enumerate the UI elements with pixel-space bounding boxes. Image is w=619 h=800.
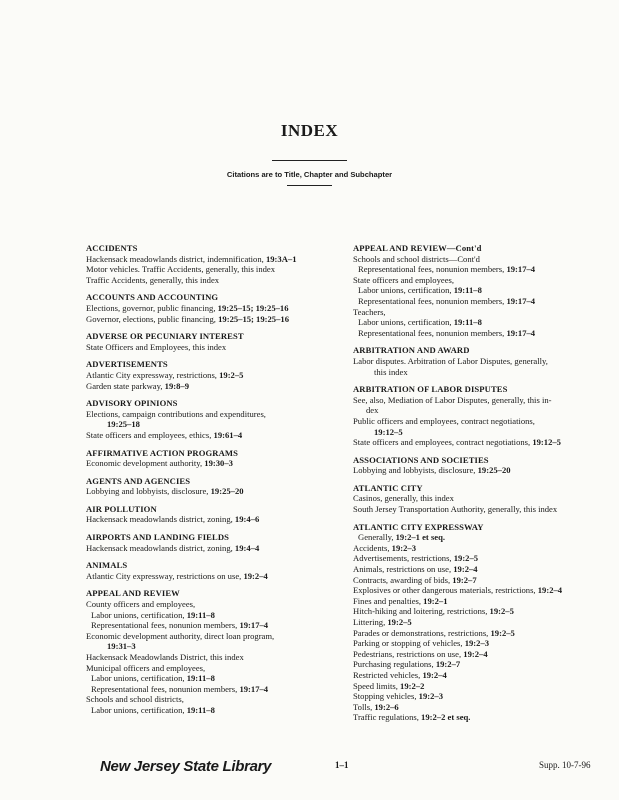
entry-heading: ANIMALS [86,560,128,571]
citation: 19:30–3 [204,458,233,469]
entry-line [353,285,605,296]
entry-line [86,314,348,325]
entry-line [353,437,605,448]
entry-line [86,571,348,582]
entry-text: Speed limits, [353,680,401,691]
entry-text: Traffic regulations, [353,712,422,723]
entry-text: Atlantic City expressway, restrictions on use, [86,570,244,581]
entry-text: Schools and school districts—Cont'd [353,253,480,264]
entry-text: Governor, elections, public financing, [86,313,219,324]
citation: 19:2–4 [453,564,478,575]
index-entry [86,398,348,440]
entry-text: Economic development authority, [86,458,205,469]
entry-line [353,356,605,367]
entry-line [353,504,605,515]
citation: 19:4–4 [234,542,260,553]
entry-text: Parking or stopping of vehicles, [353,638,465,649]
entry-line [353,596,605,607]
entry-line [86,663,348,674]
entry-heading: ARBITRATION OF LABOR DISPUTES [353,384,508,395]
citation: 19:2–1 et seq. [395,532,446,543]
entry-heading: ASSOCIATIONS AND SOCIETIES [353,454,489,465]
citation: 19:2–6 [374,701,399,712]
entry-line [86,458,348,469]
entry-text: Garden state parkway, [86,380,165,391]
left-column [86,243,348,723]
entry-line [86,631,348,642]
citation: 19:17–4 [506,264,536,275]
entry-text: Contracts, awarding of bids, [353,574,453,585]
entry-line [353,691,605,702]
entry-line [353,575,605,586]
entry-line [86,303,348,314]
entry-line [86,486,348,497]
entry-line [86,620,348,631]
entry-line [86,641,348,652]
entry-text: State officers and employees, contract negotiations, [353,437,533,448]
entry-line [353,712,605,723]
entry-heading: AGENTS AND AGENCIES [86,475,191,486]
entry-text: Elections, campaign contributions and expenditures, [86,408,266,419]
citation: 19:8–9 [164,380,190,391]
entry-line [353,681,605,692]
entry-line [86,684,348,695]
entry-text: Atlantic City expressway, restrictions, [86,369,220,380]
entry-text: Labor unions, certification, [91,704,187,715]
subtitle-rule [287,185,332,186]
entry-line [353,564,605,575]
entry-line [86,694,348,705]
entry-line [353,416,605,427]
right-column [353,243,605,730]
entry-line [86,381,348,392]
entry-line [86,673,348,684]
entry-text: Elections, governor, public financing, [86,302,218,313]
entry-heading: ADVERTISEMENTS [86,359,168,370]
entry-line [86,543,348,554]
index-entry [86,504,348,525]
index-entry [353,455,605,476]
entry-heading: AIRPORTS AND LANDING FIELDS [86,532,230,543]
citation: 19:2–4 [463,648,488,659]
citation: 19:11–8 [186,704,215,715]
entry-text: Representational fees, nonunion members, [358,264,507,275]
page-title: INDEX [280,121,339,140]
entry-text: Casinos, generally, this index [353,493,454,504]
index-entry [86,243,348,285]
entry-line [86,419,348,430]
entry-text: State Officers and Employees, this index [86,341,227,352]
index-entry [86,331,348,352]
entry-line [353,553,605,564]
entry-text: Fines and penalties, [353,595,424,606]
entry-line [86,599,348,610]
citation: 19:11–8 [186,673,215,684]
citation: 19:2–4 [243,570,268,581]
index-entry [353,483,605,515]
entry-line [353,317,605,328]
entry-heading: AIR POLLUTION [86,503,157,514]
entry-text: Representational fees, nonunion members, [358,295,507,306]
entry-text: Teachers, [353,306,386,317]
entry-line [86,430,348,441]
citation: 19:17–4 [239,620,269,631]
entry-text: Tolls, [353,701,375,712]
entry-heading: AFFIRMATIVE ACTION PROGRAMS [86,447,238,458]
entry-line [353,606,605,617]
entry-text: Accidents, [353,542,392,553]
index-entry [86,292,348,324]
entry-line [353,702,605,713]
citation: 19:17–4 [239,683,269,694]
citation: 19:17–4 [506,295,536,306]
entry-text: Hackensack meadowlands district, zoning, [86,542,235,553]
entry-text: Lobbying and lobbyists, disclosure, [353,465,478,476]
entry-line [353,543,605,554]
index-entry [86,359,348,391]
entry-line [353,367,605,378]
entry-line [86,254,348,265]
entry-line [86,342,348,353]
citation: 19:2–5 [490,627,515,638]
entry-line [353,628,605,639]
entry-text: See, also, Mediation of Labor Disputes, generally, this in- [353,394,552,405]
index-entry [353,384,605,448]
entry-text: State officers and employees, ethics, [86,429,214,440]
citation: 19:25–20 [210,486,244,497]
entry-heading: ATLANTIC CITY EXPRESSWAY [353,521,484,532]
entry-text: dex [366,405,379,416]
entry-line [86,370,348,381]
entry-text: Public officers and employees, contract negotiations, [353,415,535,426]
entry-heading: ARBITRATION AND AWARD [353,345,470,356]
entry-heading: ADVISORY OPINIONS [86,398,178,409]
citation: 19:25–15; 19:25–16 [217,302,289,313]
entry-text: Pedestrians, restrictions on use, [353,648,464,659]
entry-line [353,405,605,416]
citation: 19:11–8 [186,609,215,620]
entry-text: Generally, [358,532,396,543]
entry-text: Lobbying and lobbyists, disclosure, [86,486,211,497]
entry-line [353,254,605,265]
entry-text: Animals, restrictions on use, [353,564,454,575]
entry-line [353,493,605,504]
citation: 19:12–5 [374,426,403,437]
index-entry [86,588,348,715]
entry-text: Labor unions, certification, [91,609,187,620]
entry-text: Labor unions, certification, [358,285,454,296]
entry-text: Motor vehicles. Traffic Accidents, generally, this index [86,264,276,275]
citation: 19:4–6 [234,514,260,525]
entry-text: Advertisements, restrictions, [353,553,454,564]
entry-text: Representational fees, nonunion members, [358,327,507,338]
entry-line [353,659,605,670]
entry-text: Schools and school districts, [86,694,184,705]
citation: 19:2–4 [422,669,447,680]
entry-text: Municipal officers and employees, [86,662,206,673]
citation-note: Citations are to Title, Chapter and Subchapter [226,170,393,179]
entry-text: Traffic Accidents, generally, this index [86,274,220,285]
index-entry [86,532,348,553]
citation: 19:2–5 [387,617,412,627]
entry-line [353,328,605,339]
citation: 19:11–8 [453,285,482,296]
entry-line [86,652,348,663]
index-entry [86,560,348,581]
supplement-date: Supp. 10-7-96 [539,760,591,770]
citation: 19:2–1 [423,595,448,606]
entry-line [353,264,605,275]
entry-line [86,610,348,621]
entry-text: Labor disputes. Arbitration of Labor Disputes, generally, [353,355,548,366]
entry-line [86,264,348,275]
entry-heading: ACCIDENTS [86,243,138,253]
entry-text: Representational fees, nonunion members, [91,620,240,631]
index-entry [353,345,605,377]
citation: 19:31–3 [107,641,136,652]
entry-text: Labor unions, certification, [91,673,187,684]
citation: 19:11–8 [453,317,482,328]
entry-line [353,465,605,476]
entry-text: State officers and employees, [353,274,455,285]
entry-line [353,617,605,628]
index-entry [353,522,605,723]
library-stamp: New Jersey State Library [100,758,272,775]
citation: 19:61–4 [213,429,243,440]
entry-line [353,585,605,596]
entry-text: Economic development authority, direct loan program, [86,630,275,641]
entry-text: Hackensack meadowlands district, indemnification, [86,253,266,264]
entry-text: Stopping vehicles, [353,691,419,702]
citation: 19:2–4 [537,585,563,596]
citation: 19:2–7 [435,659,461,670]
citation: 19:2–2 [400,680,425,691]
entry-text: this index [374,366,408,377]
index-entry [86,476,348,497]
citation: 19:2–3 [418,691,444,702]
entry-text: Labor unions, certification, [358,317,454,328]
citation: 19:2–5 [453,553,479,564]
citation: 19:25–20 [477,465,511,476]
entry-line [86,705,348,716]
entry-line [353,532,605,543]
page-number: 1–1 [335,760,349,770]
entry-text: Parades or demonstrations, restrictions, [353,627,491,638]
index-entry [353,243,605,338]
citation: 19:3A–1 [265,253,297,264]
entry-heading: APPEAL AND REVIEW [86,588,180,599]
index-entry [86,448,348,469]
entry-text: South Jersey Transportation Authority, generally, this index [353,504,558,515]
citation: 19:2–2 et seq. [421,712,471,723]
entry-line [353,307,605,318]
entry-line [86,409,348,420]
citation: 19:17–4 [506,327,536,338]
entry-heading: ATLANTIC CITY [353,482,423,493]
citation: 19:2–5 [489,606,514,617]
entry-line [353,296,605,307]
citation: 19:2–3 [464,638,490,649]
entry-text: Restricted vehicles, [353,669,423,680]
citation: 19:2–7 [452,574,477,585]
entry-text: Hackensack meadowlands district, zoning, [86,514,235,525]
entry-text: Purchasing regulations, [353,659,436,670]
entry-heading: APPEAL AND REVIEW—Cont'd [353,243,482,253]
entry-text: Explosives or other dangerous materials, restrictions, [353,585,538,596]
entry-line [86,275,348,286]
entry-heading: ACCOUNTS AND ACCOUNTING [86,292,219,303]
citation: 19:25–18 [107,419,140,430]
citation: 19:2–5 [219,369,244,380]
entry-text: County officers and employees, [86,599,196,610]
title-rule [272,160,347,161]
entry-line [353,427,605,438]
entry-text: Representational fees, nonunion members, [91,683,240,694]
entry-heading: ADVERSE OR PECUNIARY INTEREST [86,331,244,342]
entry-line [353,670,605,681]
entry-line [86,514,348,525]
entry-line [353,638,605,649]
entry-line [353,275,605,286]
entry-line [353,395,605,406]
entry-text: Littering, [353,617,388,627]
citation: 19:25–15; 19:25–16 [218,313,289,324]
citation: 19:12–5 [532,437,561,448]
citation: 19:2–3 [391,542,417,553]
entry-line [353,649,605,660]
entry-text: Hackensack Meadowlands District, this index [86,652,244,662]
entry-text: Hitch-hiking and loitering, restrictions, [353,606,490,617]
